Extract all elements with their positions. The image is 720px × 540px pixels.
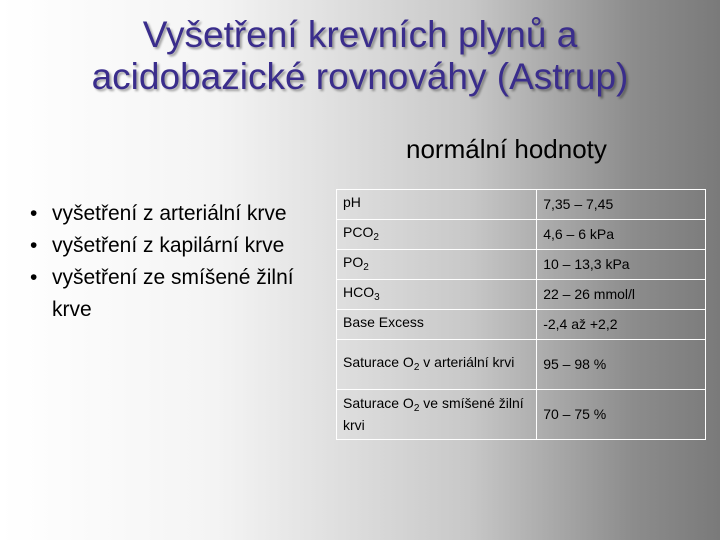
parameter-cell: $PCO_2$ — [337, 220, 537, 250]
bullet-item — [30, 230, 320, 262]
parameter-cell: Saturace $O_2$ ve smíšené žilní krvi — [337, 390, 537, 440]
parameter-cell: pH — [337, 190, 537, 220]
parameter-cell: $HCO_3$ — [337, 280, 537, 310]
value-cell: 95 – 98 % — [537, 340, 706, 390]
value-cell: 10 – 13,3 kPa — [537, 250, 706, 280]
table-row — [337, 280, 706, 310]
slide-title — [0, 14, 720, 98]
value-cell: 70 – 75 % — [537, 390, 706, 440]
table-row — [337, 390, 706, 440]
table-row — [337, 250, 706, 280]
value-cell: 22 – 26 mmol/l — [537, 280, 706, 310]
bullet-list — [30, 198, 320, 326]
parameter-cell: Saturace $O_2$ v arteriální krvi — [337, 340, 537, 390]
bullet-dot-icon: • — [30, 234, 38, 257]
table-row — [337, 220, 706, 250]
bullet-item — [30, 198, 320, 230]
normal-values-heading: normální hodnoty — [406, 134, 607, 164]
table-row — [337, 190, 706, 220]
table-row — [337, 340, 706, 390]
value-cell: 7,35 – 7,45 — [537, 190, 706, 220]
slide-title-line-1: Vyšetření krevních plynů a — [142, 14, 578, 55]
bullet-text: vyšetření z arteriální krve — [52, 202, 287, 225]
table-row — [337, 310, 706, 340]
bullet-dot-icon: • — [30, 266, 38, 289]
parameter-cell: $PO_2$ — [337, 250, 537, 280]
bullet-text: vyšetření ze smíšené žilní krve — [52, 266, 294, 321]
value-cell: -2,4 až +2,2 — [537, 310, 706, 340]
normal-values-table — [336, 189, 706, 440]
parameter-cell: Base Excess — [337, 310, 537, 340]
bullet-text: vyšetření z kapilární krve — [52, 234, 285, 257]
bullet-dot-icon: • — [30, 202, 38, 225]
value-cell: 4,6 – 6 kPa — [537, 220, 706, 250]
bullet-item — [30, 262, 320, 326]
slide-title-line-2: acidobazické rovnováhy (Astrup) — [91, 56, 629, 97]
